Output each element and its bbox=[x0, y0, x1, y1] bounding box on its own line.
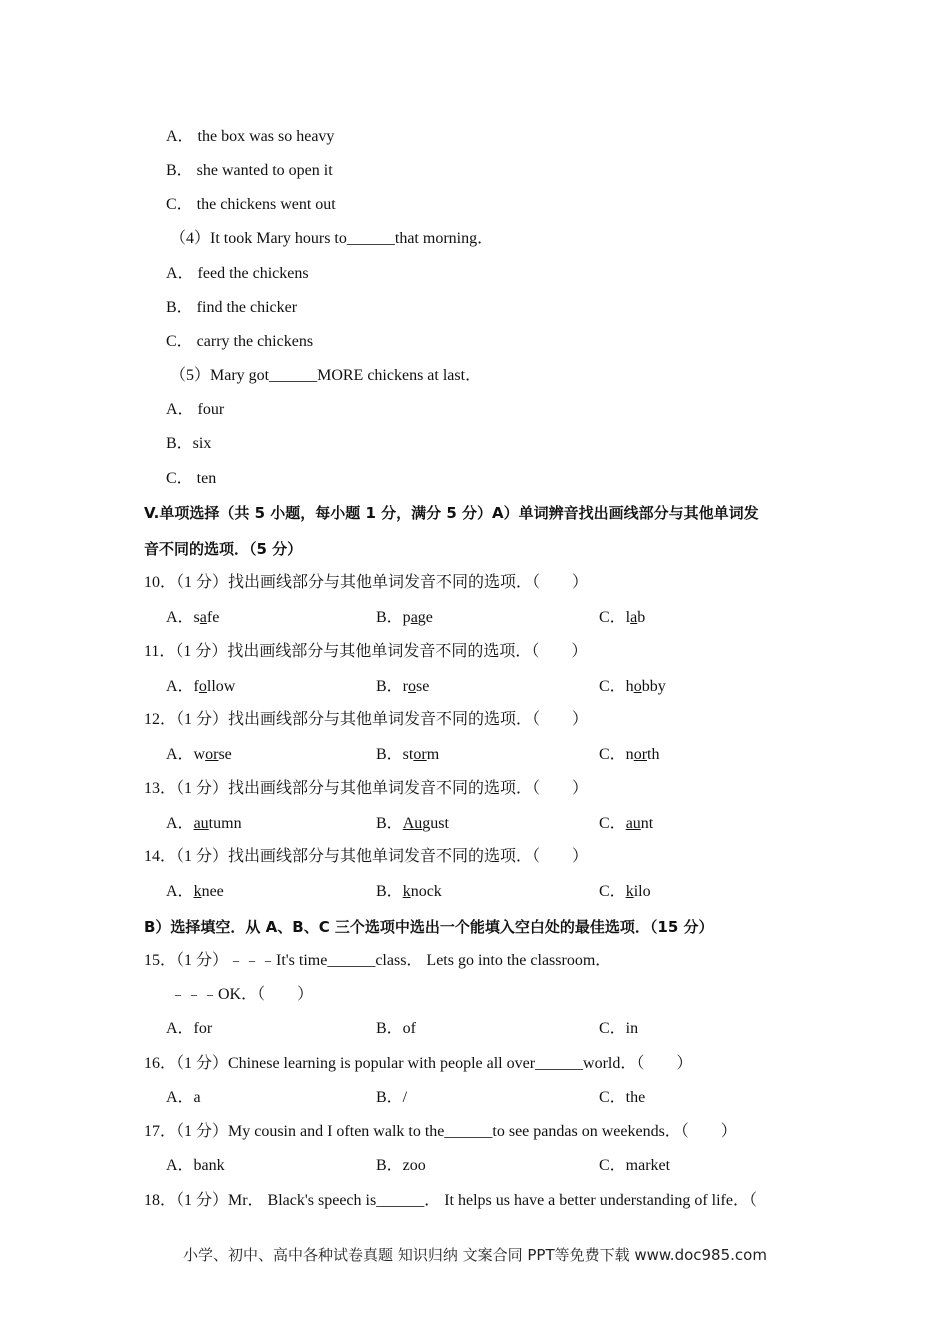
question-17-stem: 17．（1 分）My cousin and I often walk to the______to see pandas on weekends．（ ） bbox=[144, 1123, 737, 1140]
option-c: C． ten bbox=[166, 470, 217, 487]
option-b: B．page bbox=[376, 609, 433, 626]
option-a: A． feed the chickens bbox=[166, 265, 309, 282]
option-b: B．knock bbox=[376, 883, 442, 900]
option-a: A．worse bbox=[166, 746, 232, 763]
question-13-stem: 13．（1 分）找出画线部分与其他单词发音不同的选项．（ ） bbox=[144, 780, 589, 797]
question-15-stem-cont: ﹣﹣﹣OK．（ ） bbox=[170, 986, 314, 1003]
section-b-heading: B）选择填空．从 A、B、C 三个选项中选出一个能填入空白处的最佳选项．（15 分） bbox=[144, 918, 714, 936]
option-b: B．rose bbox=[376, 678, 430, 695]
option-a: A．follow bbox=[166, 678, 236, 695]
question-10-stem: 10．（1 分）找出画线部分与其他单词发音不同的选项．（ ） bbox=[144, 574, 589, 591]
section-v-heading: V.单项选择（共 5 小题，每小题 1 分，满分 5 分）A）单词辨音找出画线部分与其他单词发 bbox=[144, 504, 759, 522]
option-a: A．bank bbox=[166, 1157, 225, 1174]
option-b: B．storm bbox=[376, 746, 440, 763]
option-b: B．/ bbox=[376, 1089, 408, 1106]
option-c: C． carry the chickens bbox=[166, 333, 314, 350]
option-b: B．August bbox=[376, 815, 449, 832]
question-4-stem: （4）It took Mary hours to______that morning． bbox=[170, 230, 494, 247]
option-c: C．market bbox=[599, 1157, 671, 1174]
option-b: B．of bbox=[376, 1020, 417, 1037]
question-12-stem: 12．（1 分）找出画线部分与其他单词发音不同的选项．（ ） bbox=[144, 711, 589, 728]
option-a: A． the box was so heavy bbox=[166, 128, 335, 145]
page-footer: 小学、初中、高中各种试卷真题 知识归纳 文案合同 PPT等免费下载 www.doc985.com bbox=[183, 1246, 767, 1264]
option-c: C．kilo bbox=[599, 883, 651, 900]
option-a: A．knee bbox=[166, 883, 224, 900]
option-c: C．the bbox=[599, 1089, 646, 1106]
question-18-stem: 18．（1 分）Mr． Black's speech is______． It helps us have a better understanding of life．（ bbox=[144, 1192, 757, 1209]
option-c: C．aunt bbox=[599, 815, 654, 832]
option-a: A． four bbox=[166, 401, 225, 418]
option-a: A．autumn bbox=[166, 815, 242, 832]
option-c: C．hobby bbox=[599, 678, 666, 695]
question-15-stem: 15．（1 分）﹣﹣﹣It's time______class． Lets go into the classroom． bbox=[144, 952, 612, 969]
question-14-stem: 14．（1 分）找出画线部分与其他单词发音不同的选项．（ ） bbox=[144, 848, 589, 865]
question-16-stem: 16．（1 分）Chinese learning is popular with people all over______world．（ ） bbox=[144, 1055, 693, 1072]
option-b: B．six bbox=[166, 435, 212, 452]
option-b: B． she wanted to open it bbox=[166, 162, 333, 179]
option-c: C．lab bbox=[599, 609, 646, 626]
option-a: A．a bbox=[166, 1089, 201, 1106]
option-c: C． the chickens went out bbox=[166, 196, 336, 213]
question-5-stem: （5）Mary got______MORE chickens at last． bbox=[170, 367, 482, 384]
option-c: C．in bbox=[599, 1020, 639, 1037]
option-c: C．north bbox=[599, 746, 660, 763]
option-b: B．zoo bbox=[376, 1157, 426, 1174]
option-a: A．for bbox=[166, 1020, 213, 1037]
section-v-heading-cont: 音不同的选项．（5 分） bbox=[144, 540, 303, 558]
option-a: A．safe bbox=[166, 609, 220, 626]
question-11-stem: 11．（1 分）找出画线部分与其他单词发音不同的选项．（ ） bbox=[144, 643, 588, 660]
option-b: B． find the chicker bbox=[166, 299, 298, 316]
